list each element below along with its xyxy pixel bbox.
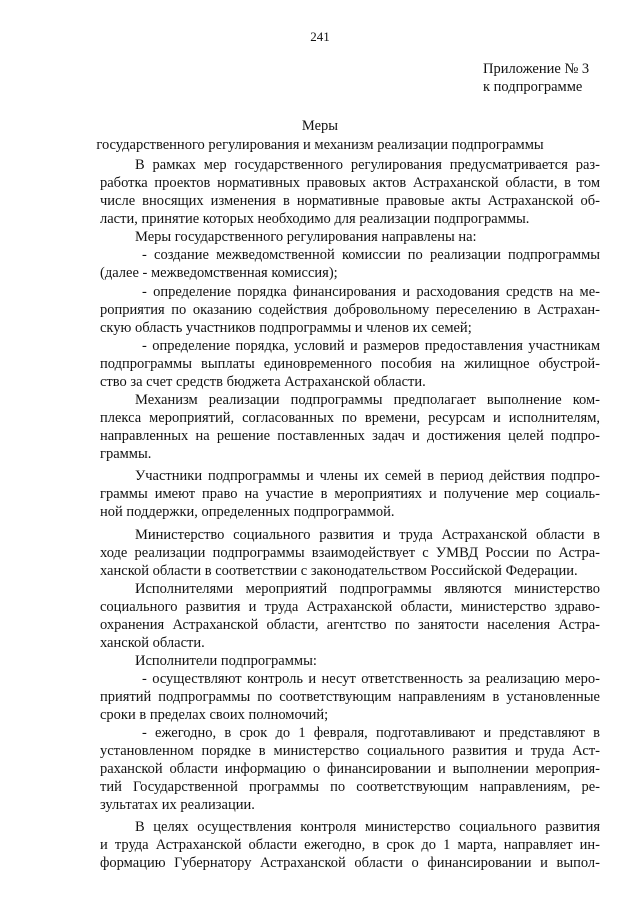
text-line: приятий подпрограммы по соответствующим направлениям в установленные xyxy=(100,689,600,705)
text-line: Исполнителями мероприятий подпрограммы являются министерство xyxy=(135,581,600,597)
text-line: тий Государственной программы по соответствующим направлениям, ре- xyxy=(100,779,600,795)
text-line: Участники подпрограммы и члены их семей в период действия подпро- xyxy=(135,468,600,484)
text-line: Механизм реализации подпрограммы предполагает выполнение ком- xyxy=(135,392,600,408)
text-line: установленном порядке в министерство социального развития и труда Аст- xyxy=(100,743,600,759)
text-line: раханской области информацию о финансировании и выполнении мероприя- xyxy=(100,761,600,777)
text-line: - ежегодно, в срок до 1 февраля, подготавливают и представляют в xyxy=(142,725,600,741)
text-line: граммы. xyxy=(100,446,152,462)
text-line: охранения Астраханской области, агентство по занятости населения Астра- xyxy=(100,617,600,633)
text-line: и труда Астраханской области ежегодно, в срок до 1 марта, направляет ин- xyxy=(100,837,600,853)
text-line: подпрограммы выплаты единовременного пособия на жилищное обустрой- xyxy=(100,356,600,372)
text-line: скую область участников подпрограммы и членов их семей; xyxy=(100,320,472,336)
text-line: направленных на решение поставленных задач и достижения целей подпро- xyxy=(100,428,600,444)
appendix-reference xyxy=(483,60,589,96)
heading-title: Меры xyxy=(301,118,339,134)
text-line: Исполнители подпрограммы: xyxy=(135,653,317,669)
text-line: социального развития и труда Астраханской области, министерство здраво- xyxy=(100,599,600,615)
section-heading xyxy=(0,117,640,155)
text-line: ходе реализации подпрограммы взаимодействует с УМВД России по Астра- xyxy=(100,545,600,561)
text-line: зультатах их реализации. xyxy=(100,797,255,813)
text-line: В целях осуществления контроля министерство социального развития xyxy=(135,819,600,835)
text-line: ство за счет средств бюджета Астраханской области. xyxy=(100,374,426,390)
appendix-subprogram: к подпрограмме xyxy=(483,79,583,95)
page-number: 241 xyxy=(310,29,330,44)
text-line: числе вносящих изменения в нормативные правовые акты Астраханской об- xyxy=(100,193,600,209)
text-line: роприятия по оказанию содействия добровольному переселению в Астрахан- xyxy=(100,302,600,318)
text-line: граммы имеют право на участие в мероприятиях и получение мер социаль- xyxy=(100,486,600,502)
text-line: - определение порядка финансирования и расходования средств на ме- xyxy=(142,284,600,300)
text-line: ханской области в соответствии с законодательством Российской Федерации. xyxy=(100,563,578,579)
text-line: (далее - межведомственная комиссия); xyxy=(100,265,338,281)
text-line: ханской области. xyxy=(100,635,205,651)
text-line: ласти, принятие которых необходимо для реализации подпрограммы. xyxy=(100,211,530,227)
text-line: ной поддержки, определенных подпрограммой. xyxy=(100,504,395,520)
text-line: сроки в пределах своих полномочий; xyxy=(100,707,329,723)
heading-subtitle: государственного регулирования и механизм реализации подпрограммы xyxy=(96,137,544,153)
text-line: формацию Губернатору Астраханской области о финансировании и выпол- xyxy=(100,855,600,871)
text-line: - создание межведомственной комиссии по реализации подпрограммы xyxy=(142,247,600,263)
text-line: Меры государственного регулирования направлены на: xyxy=(135,229,477,245)
text-line: - осуществляют контроль и несут ответственность за реализацию меро- xyxy=(142,671,600,687)
text-line: работка проектов нормативных правовых актов Астраханской области, в том xyxy=(100,175,600,191)
appendix-number: Приложение № 3 xyxy=(483,61,590,77)
text-line: - определение порядка, условий и размеров предоставления участникам xyxy=(142,338,600,354)
text-line: плекса мероприятий, согласованных по времени, ресурсам и исполнителям, xyxy=(100,410,600,426)
text-line: В рамках мер государственного регулирования предусматривается раз- xyxy=(135,157,600,173)
text-line: Министерство социального развития и труда Астраханской области в xyxy=(135,527,600,543)
